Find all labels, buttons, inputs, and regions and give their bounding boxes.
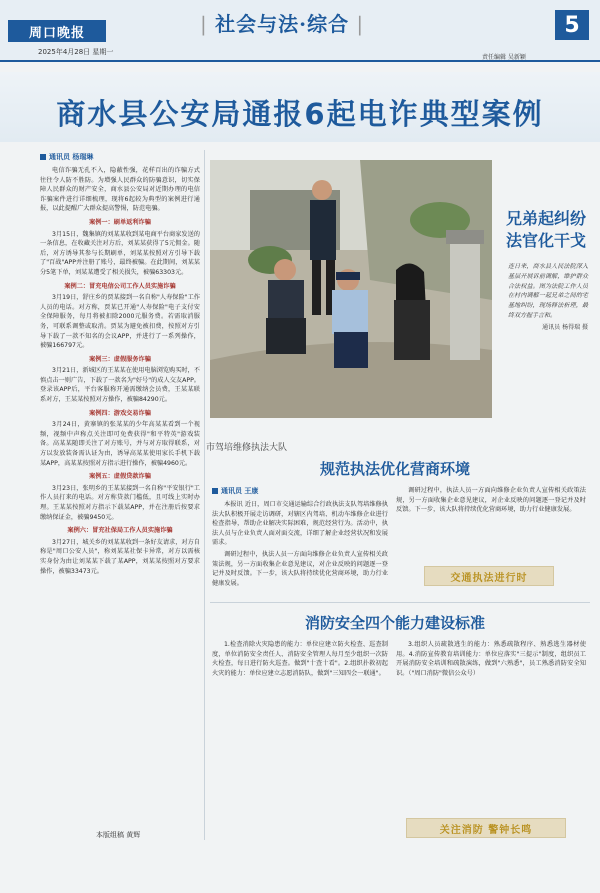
article3-col1 [212,640,388,830]
section-label: 社会与法·综合 [215,12,350,36]
article2-kicker: 市驾培维修执法大队 [206,443,288,453]
case-body: 3月21日，新城区的王某某在使用电脑浏览购买时，不慎点击一则广告，下载了一款名为"好号"的成人交友APP。登录该APP后，平台客服称开通需缴纳会员费，王某某联系对方，王某某按照对方操作，被骗84290元。 [40,367,200,404]
article2-col2 [396,486,586,556]
article2-byline: 通讯员 王康 [212,486,258,496]
masthead [8,20,106,42]
case-heading: 案例一：刷单返利诈骗 [89,218,151,226]
case-heading: 案例三：虚假服务诈骗 [89,355,151,363]
case-body: 3月19日，舒庄乡的贾某接到一名自称"人寿保险"工作人员的电话。对方称，贾某已开通"人寿保险"电子支付安全保障服务，每月将被扣除2000元服务费。若需取消服务，可联系调整或取消。贾某为避免被扣费，按照对方引导下载了一款不知名的会议APP，并进行了一系列操作，被骗166797元。 [40,294,200,350]
section-title: | 社会与法·综合 | [200,12,365,36]
article3-col2 [396,640,586,800]
editor-credit: 责任编辑 吴新颖 [482,54,526,61]
case-body: 3月24日，黄寨镇的张某某的少年高某某看到一个视频，视频中声称点关注即可免费获得"和平特英"游戏装备。高某某随即关注了对方账号，并与对方取得联系，对方以发放装备需认证为由，诱导高某某使用家长手机下载某APP，高某某按照对方指示进行操作，被骗4960元。 [40,421,200,467]
photo-caption [508,262,588,333]
article2-col1 [212,500,388,602]
page-header [0,0,600,62]
article3-paragraph: 1.检查消除火灾隐患的能力：单位应建立防火检查、巡查制度，单位消防安全责任人、消防安全管理人每月至少组织一次防火检查，每日进行防火巡查。做到"十查十看"。2.组织扑救初起火灾的能力：单位应建立志愿消防队，做到"三知四会一联通"。 [212,641,388,677]
photo-feature-title [500,208,592,252]
news-photo [210,160,492,418]
issue-date: 2025年4月28日 星期一 [38,48,114,56]
article2-tag: 交通执法进行时 [424,566,554,586]
main-headline: 商水县公安局通报6起电诈典型案例 [56,97,544,131]
photo-credit: 通讯员 杨得瑞 摄 [542,323,588,331]
case-heading: 案例五：虚假贷款诈骗 [89,473,151,481]
case-heading: 案例六：冒充社保局工作人员实施诈骗 [67,527,173,535]
masthead-title: 周口晚报 [28,25,85,41]
column-divider [204,150,205,840]
article1-body [40,166,200,826]
photo-illustration [210,160,492,418]
article3-paragraph: 3.组织人员疏散逃生的能力：熟悉疏散程序、熟悉逃生器材使用。4.消防宣传教育培训能力：单位应落实"三提示"制度，组织员工开展消防安全培训和疏散演练，做到"六熟悉"，员工熟悉消防安全知识。（"周口消防"微信公众号） [396,641,586,677]
caption-text: 连日来，商水县人民法院深入基层开展诉前调解，维护群众合法权益。图为法院工作人员在村内调解一起兄弟之间的宅基地纠纷，现场释法析理，最终双方握手言和。 [508,263,588,319]
article2-paragraph: 调研过程中，执法人员一方面向维修企业负责人宣传相关政策法规，另一方面收集企业意见建议，对企业反映的问题逐一登记并及时反馈。下一步，该大队将持续优化营商环境，助力行业健康发展。 [396,487,586,514]
article2-paragraph: 调研过程中，执法人员一方面向维修企业负责人宣传相关政策法规，另一方面收集企业意见建议，对企业反映的问题逐一登记并及时反馈。下一步，该大队将持续优化营商环境，助力行业健康发展。 [212,550,388,587]
article2-paragraph: 本报讯 近日，周口市交通运输综合行政执法支队驾培维修执法大队积极开展走访调研，对辖区内驾培、机动车维修企业进行检查指导，帮助企业解决实际困难，规范经营行为。活动中，执法人员与企业负责人面对面交流，详细了解企业经营状况和发展需求。 [212,501,388,547]
case-body: 3月15日，魏集镇的刘某某收到某电商平台商家发送的一条信息，在收藏关注对方后，刘某某获得了5元佣金。随后，对方诱导其参与长期刷单，刘某某按照对方引导下载了"百战"APP并注册了账号，最终被骗。在此期间，刘某某分5笔下单，刘某某遭受了相关损失，被骗63303元。 [40,230,200,276]
article1-byline: 通讯员 杨瑞琳 [40,152,93,162]
photo-title-line: 兄弟起纠纷 [505,209,586,228]
case-heading: 案例四：游戏交易诈骗 [89,409,151,417]
article3-headline: 消防安全四个能力建设标准 [304,614,485,632]
section-divider [210,602,590,603]
article2-headline: 规范执法优化营商环境 [319,460,470,478]
article3-tag: 关注消防 警钟长鸣 [406,818,566,838]
page-number: 5 [555,10,589,40]
case-heading: 案例二：冒充电信公司工作人员实施诈骗 [64,282,176,290]
page-footer-credit: 本版组稿 黄辉 [96,831,141,839]
case-body: 3月23日，张明乡的王某某接到一名自称"平安银行"工作人员打来的电话。对方称贷款门槛低，且可线上实时办理。王某某按照对方指示下载某APP，并在注册后按要求缴纳保证金，被骗9450元。 [40,484,200,521]
photo-title-line: 法官化干戈 [505,231,586,250]
case-body: 3月27日，城关乡的刘某某收到一条好友请求，对方自称是"周口公安人员"，称刘某某社保卡异常，对方以需核实身份为由让刘某某下载了某APP，刘某某按照对方要求操作，被骗33473元。 [40,538,200,575]
article1-intro: 电信诈骗无孔不入，隐蔽性强，花样百出的诈骗方式往往令人防不胜防。为增强人民群众的防骗意识，切实保障人民群众的财产安全，商水县公安局对近期办理的电信诈骗案件进行详细梳理，现将6起较为典型的案例进行通报，以此提醒广大群众提高警惕，防范电骗。 [40,167,200,213]
